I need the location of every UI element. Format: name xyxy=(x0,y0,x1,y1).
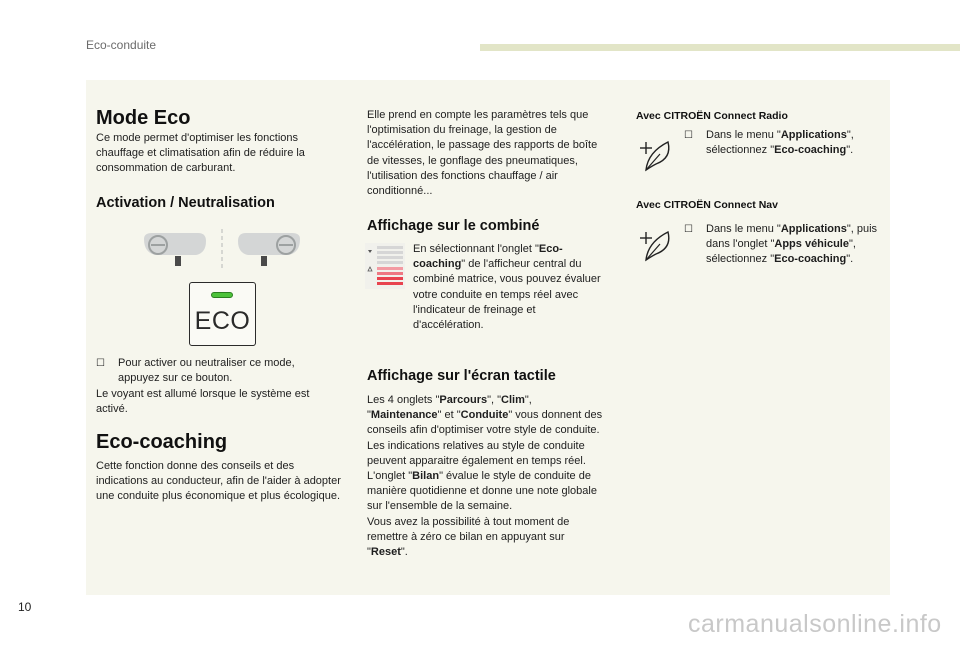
eco-coaching-text: Cette fonction donne des conseils et des indications au conducteur, afin de l'aider à adopter une conduite plus économique et plus écologique. xyxy=(96,460,341,503)
steering-wheel-left-icon xyxy=(144,233,206,266)
tab-conduite: Conduite xyxy=(460,409,509,422)
mode-eco-intro: Ce mode permet d'optimiser les fonctions chauffage et climatisation afin de réduire la consommation de carburant. xyxy=(96,132,305,175)
eco-coaching-item-label: Eco-coaching xyxy=(774,253,847,266)
activation-title: Activation / Neutralisation xyxy=(96,195,275,211)
bullet-icon: ☐ xyxy=(684,224,693,235)
eco-button[interactable] xyxy=(189,282,256,346)
page-number: 10 xyxy=(18,600,32,614)
eco-button-label: ECO xyxy=(194,307,251,335)
col2-intro: Elle prend en compte les paramètres tels que l'optimisation du freinage, la gestion de l'accélération, le passage des rapports de boîte de vitesses, le gonflage des pneumatiques, l'utilisation des fonctions chauffage / air conditionné... xyxy=(367,109,598,198)
eco-coaching-tab-label: Eco-coaching xyxy=(413,243,563,271)
connect-nav-title: Avec CITROËN Connect Nav xyxy=(636,199,778,211)
menu-applications-label: Applications xyxy=(780,129,847,141)
eco-led-indicator xyxy=(211,292,233,298)
eco-coaching-item-label: Eco-coaching xyxy=(774,144,847,157)
tab-clim: Clim xyxy=(501,394,525,406)
leaf-icon xyxy=(638,136,676,174)
touchscreen-text: Les 4 onglets "Parcours", "Clim", "Maintenance" et "Conduite" vous donnent des conseils afin d'optimiser votre style de conduite. Les indications relatives au style de conduite peuvent apparaitre également en temps réel. L'onglet "Bilan" évalue le style de conduite de manière quotidienne et donne une note globale sur l'ensemble de la semaine. Vous avez la possibilité à tout moment de remettre à zéro ce bilan en appuyant sur "Reset". xyxy=(367,394,603,559)
touchscreen-title: Affichage sur l'écran tactile xyxy=(367,368,556,384)
tab-maintenance: Maintenance xyxy=(370,409,438,422)
combine-title: Affichage sur le combiné xyxy=(367,218,540,234)
watermark: carmanualsonline.info xyxy=(688,610,942,638)
tab-bilan: Bilan xyxy=(412,470,440,483)
header-bar xyxy=(480,44,960,51)
leaf-icon xyxy=(638,226,676,264)
activation-note: Le voyant est allumé lorsque le système est activé. xyxy=(96,388,310,416)
reset-button-label: Reset xyxy=(370,546,401,559)
menu-applications-label: Applications xyxy=(780,223,847,235)
bullet-icon: ☐ xyxy=(684,130,693,141)
dashboard-illustration xyxy=(140,225,310,275)
header-title: Eco-conduite xyxy=(86,38,157,52)
combine-text: En sélectionnant l'onglet "Eco-coaching" de l'afficheur central du combiné matrice, vous pouvez évaluer votre conduite en temps réel avec l'indicateur de freinage et d'accélération. xyxy=(413,243,601,332)
eco-coaching-title: Eco-coaching xyxy=(96,431,228,453)
connect-radio-title: Avec CITROËN Connect Radio xyxy=(636,110,788,122)
bullet-icon: ☐ xyxy=(96,358,105,369)
tab-parcours: Parcours xyxy=(439,394,488,406)
steering-wheel-right-icon xyxy=(238,233,300,266)
gauge-indicator-icon xyxy=(365,243,405,289)
apps-vehicule-tab-label: Apps véhicule xyxy=(774,238,849,251)
mode-eco-title: Mode Eco xyxy=(96,107,191,129)
